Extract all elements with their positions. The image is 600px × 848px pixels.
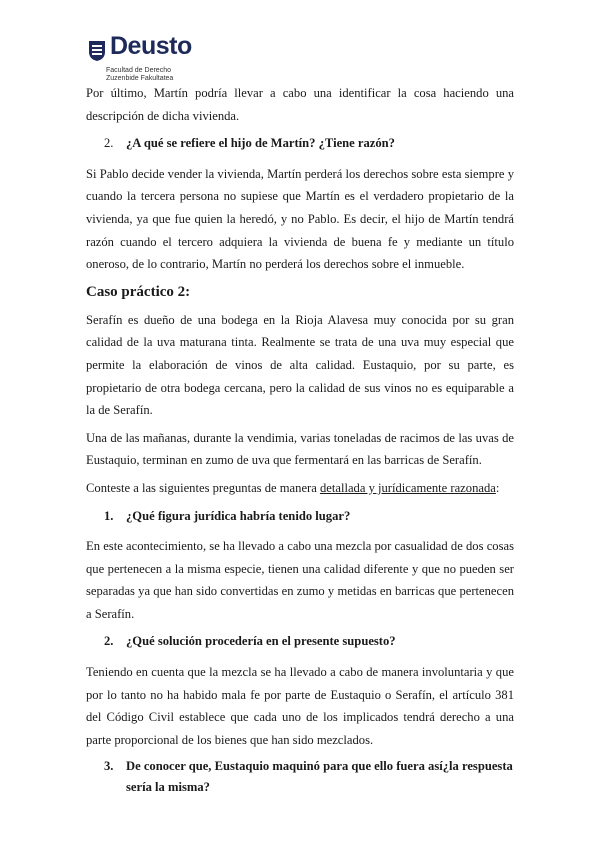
paragraph: En este acontecimiento, se ha llevado a cabo una mezcla por casualidad de dos cosas que pertenecen a la misma especie, tienen una calidad diferente y que no pueden ser separadas ya que han sido convertidas en zumo y metidas en barricas que pertenecen a Serafín.: [86, 539, 514, 621]
paragraph: Teniendo en cuenta que la mezcla se ha llevado a cabo de manera involuntaria y que por lo tanto no ha habido mala fe por parte de Eustaquio o Serafín, el artículo 381 del Código Civil establece que cada uno de los implicados tendrá derecho a una parte proporcional de los bienes que han sido mezclados.: [86, 665, 514, 747]
paragraph: Por último, Martín podría llevar a cabo una identificar la cosa haciendo una descripción de dicha vivienda.: [86, 86, 514, 123]
logo-wordmark: Deusto: [110, 32, 192, 60]
faculty-name-es: Facultad de Derecho: [106, 67, 171, 74]
question-number: 3.: [104, 759, 114, 774]
university-shield-icon: [88, 40, 106, 62]
faculty-name-eu: Zuzenbide Fakultatea: [106, 75, 174, 82]
question-heading: [86, 756, 514, 798]
question-text: ¿Qué figura jurídica habría tenido lugar?: [126, 508, 351, 523]
instructions-text: Conteste a las siguientes preguntas de manera: [86, 480, 320, 495]
question-heading: [86, 630, 514, 653]
question-text: De conocer que, Eustaquio maquinó para que ello fuera así¿la respuesta sería la misma?: [126, 759, 513, 795]
question-text: ¿Qué solución procedería en el presente supuesto?: [126, 634, 396, 649]
instructions-underlined: detallada y jurídicamente razonada: [319, 480, 496, 495]
document-body: [86, 82, 514, 806]
paragraph: Una de las mañanas, durante la vendimia, varias toneladas de racimos de las uvas de Eustaquio, terminan en zumo de uva que fermentará en las barricas de Serafín.: [86, 430, 514, 468]
question-number: 2.: [104, 136, 114, 151]
section-heading: Caso práctico 2:: [86, 283, 191, 300]
instructions-paragraph: [86, 477, 514, 500]
question-heading: [86, 132, 514, 155]
paragraph: Serafín es dueño de una bodega en la Rioja Alavesa muy conocida por su gran calidad de la uva maturana tinta. Realmente se trata de una uva muy especial que permite la elaboración de vinos de alta calidad. Eustaquio, por su parte, es propietario de otra bodega cercana, pero la calidad de sus vinos no es equiparable a la de Serafín.: [86, 312, 514, 418]
question-heading: [86, 505, 514, 528]
paragraph: Si Pablo decide vender la vivienda, Martín perderá los derechos sobre esta siempre y cuando la tercera persona no supiese que Martín es el verdadero propietario de la vivienda, ya que fue quien la heredó, y no Pablo. Es decir, el hijo de Martín tendrá razón cuando el tercero adquiera la vivienda de buena fe y mediante un título oneroso, de lo contrario, Martín no perderá los derechos sobre el inmueble.: [86, 166, 514, 272]
question-number: 1.: [104, 508, 114, 523]
question-number: 2.: [104, 634, 114, 649]
instructions-end: :: [495, 480, 500, 495]
question-text: ¿A qué se refiere el hijo de Martín? ¿Tiene razón?: [126, 136, 395, 151]
